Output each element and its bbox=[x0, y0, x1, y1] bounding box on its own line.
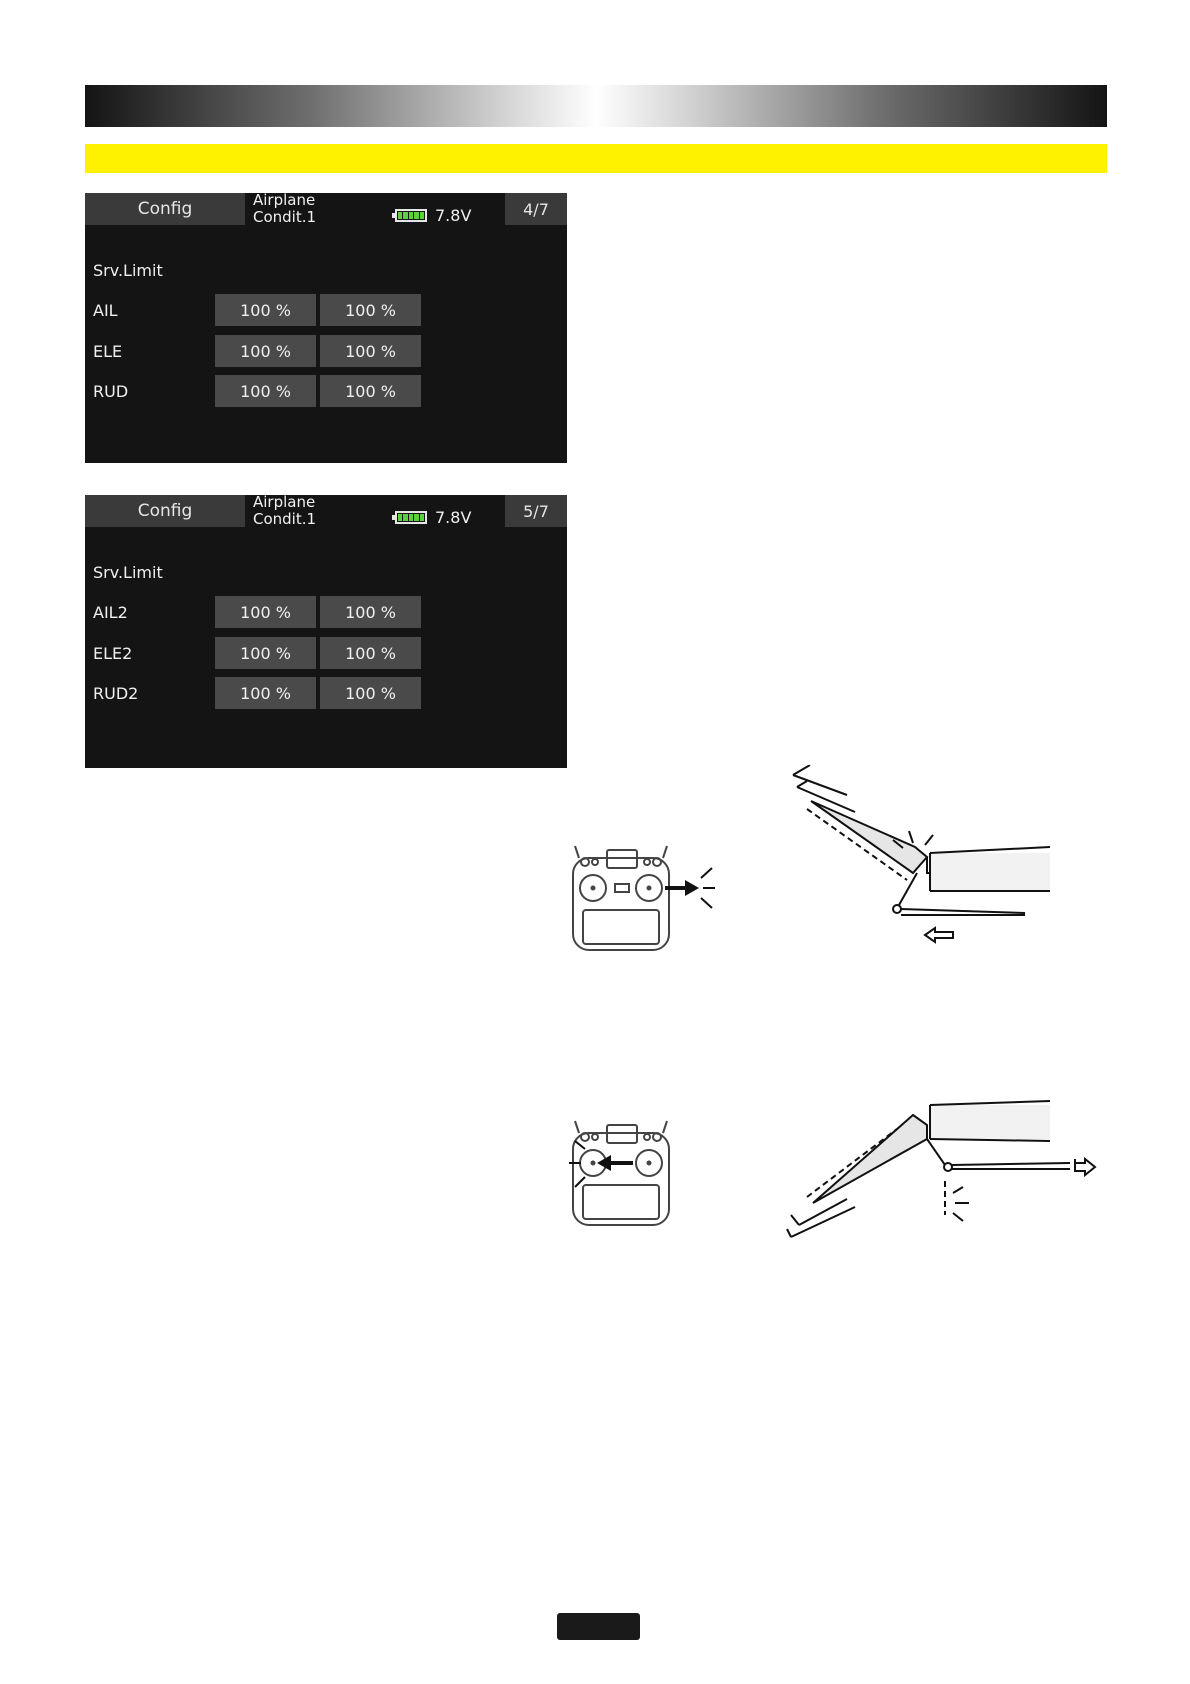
condition-name: Condit.1 bbox=[253, 208, 317, 226]
servo-limit-screen-2 bbox=[85, 495, 567, 768]
row-label-rud2: RUD2 bbox=[93, 684, 139, 703]
battery-voltage: 7.8V bbox=[435, 508, 472, 527]
limit-value-left[interactable]: 100 % bbox=[215, 375, 316, 407]
model-condition bbox=[253, 494, 316, 528]
row-label-rud: RUD bbox=[93, 382, 129, 401]
model-type: Airplane bbox=[253, 493, 316, 511]
limit-value-right[interactable]: 100 % bbox=[320, 677, 421, 709]
row-label-ele2: ELE2 bbox=[93, 644, 133, 663]
control-surface-diagram bbox=[785, 1085, 1105, 1260]
row-label-ele: ELE bbox=[93, 342, 123, 361]
limit-value-right[interactable]: 100 % bbox=[320, 375, 421, 407]
row-label-ail: AIL bbox=[93, 301, 118, 320]
section-header-bar bbox=[85, 85, 1107, 127]
section-title: Srv.Limit bbox=[93, 261, 163, 280]
limit-value-left[interactable]: 100 % bbox=[215, 335, 316, 367]
battery-icon bbox=[395, 511, 427, 524]
model-condition bbox=[253, 192, 316, 226]
page-indicator[interactable]: 4/7 bbox=[505, 193, 567, 225]
limit-value-right[interactable]: 100 % bbox=[320, 596, 421, 628]
limit-value-left[interactable]: 100 % bbox=[215, 677, 316, 709]
config-tab[interactable]: Config bbox=[85, 495, 245, 527]
limit-value-left[interactable]: 100 % bbox=[215, 637, 316, 669]
section-title: Srv.Limit bbox=[93, 563, 163, 582]
row-label-ail2: AIL2 bbox=[93, 603, 128, 622]
battery-voltage: 7.8V bbox=[435, 206, 472, 225]
battery-icon bbox=[395, 209, 427, 222]
page-number-tab bbox=[557, 1613, 640, 1640]
arrow-icon bbox=[665, 868, 715, 908]
limit-value-left[interactable]: 100 % bbox=[215, 294, 316, 326]
servo-limit-screen-1 bbox=[85, 193, 567, 463]
limit-value-right[interactable]: 100 % bbox=[320, 294, 421, 326]
config-tab[interactable]: Config bbox=[85, 193, 245, 225]
transmitter-icon bbox=[565, 840, 715, 955]
transmitter-icon bbox=[565, 1115, 715, 1230]
limit-value-right[interactable]: 100 % bbox=[320, 335, 421, 367]
title-highlight-bar bbox=[85, 144, 1107, 173]
condition-name: Condit.1 bbox=[253, 510, 317, 528]
limit-value-left[interactable]: 100 % bbox=[215, 596, 316, 628]
model-type: Airplane bbox=[253, 191, 316, 209]
page-indicator[interactable]: 5/7 bbox=[505, 495, 567, 527]
limit-value-right[interactable]: 100 % bbox=[320, 637, 421, 669]
control-surface-diagram bbox=[785, 765, 1055, 965]
